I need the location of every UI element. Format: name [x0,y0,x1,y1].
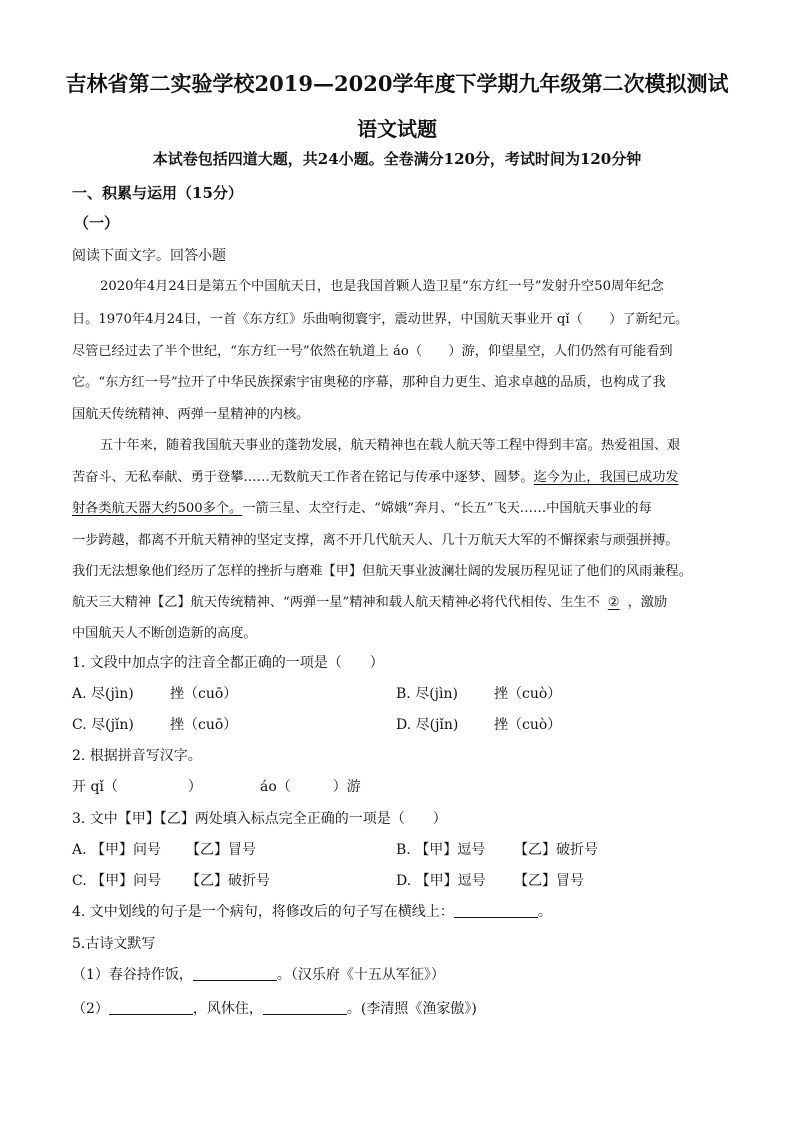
q2-blank-qi: 开 qǐ（ ） [72,779,202,795]
option-label: A. 【甲】问号 [72,842,162,858]
option-label: B. 尽(jìn) [396,686,458,702]
question-3: 3. 文中【甲】【乙】两处填入标点完全正确的一项是（ ） [72,811,447,827]
option-label: A. 尽(jìn) [72,686,134,702]
option-pinyin: 挫（cuō） [170,717,238,733]
passage-text: 一箭三星、太空行走、“嫦娥”奔月、“长五”飞天……中国航天事业的每 [242,501,652,516]
option-label: C. 尽(jǐn) [72,717,134,733]
passage-line: 一步跨越，都离不开航天精神的坚定支撑，离不开几代航天人、几十万航天大军的不懈探索与顽强拼搏。 [72,533,679,548]
passage-line: 日。1970年4月24日，一首《东方红》乐曲响彻寰宇，震动世界，中国航天事业开 qǐ（ ）了新纪元。 [72,312,689,327]
answer-blank[interactable] [109,1000,193,1015]
q2-blank-ao: áo（ ）游 [260,779,361,795]
q1-option-a [72,683,238,703]
question-2: 2. 根据拼音写汉字。 [72,748,202,764]
passage-line: 它。“东方红一号”拉开了中华民族探索宇宙奥秘的序幕，那种自力更生、追求卓越的品质，也构成了我 [72,375,666,390]
option-text: 【乙】冒号 [186,842,256,858]
passage-line [72,497,722,516]
passage-line: 2020年4月24日是第五个中国航天日，也是我国首颗人造卫星“东方红一号”发射升空50周年纪念 [100,279,664,294]
question-text: ，风休住， [192,1001,263,1017]
subsection-heading: （一） [74,214,120,232]
answer-blank[interactable] [193,966,277,981]
question-text: （2） [72,1001,109,1017]
q3-option-b [396,839,598,859]
option-text: 【乙】破折号 [186,873,270,889]
option-pinyin: 挫（cuō） [170,686,238,702]
option-pinyin: 挫（cuò） [494,686,562,702]
passage-line: 尽管已经过去了半个世纪，“东方红一号”依然在轨道上 áo（ ）游，仰望星空，人们仍然有可能看到 [72,344,673,359]
underlined-sentence: 迄今为止，我国已成功发 [533,470,679,485]
passage-line: 中国航天人不断创造新的高度。 [72,626,257,641]
option-label: D. 【甲】逗号 [396,873,486,889]
exam-intro: 本试卷包括四道大题，共24小题。全卷满分120分，考试时间为120分钟 [152,150,642,168]
passage-text: 苦奋斗、无私奉献、勇于登攀……无数航天工作者在铭记与传承中逐梦、圆梦。 [72,470,534,485]
underlined-sentence: 射各类航天器大约500多个。 [72,501,243,516]
q3-option-a [72,839,256,859]
passage-line [72,466,722,485]
question-5: 5.古诗文默写 [72,936,156,952]
option-text: 【乙】破折号 [514,842,598,858]
blank-marker: ② [607,595,620,610]
question-text: 4. 文中划线的句子是一个病句，将修改后的句子写在横线上： [72,904,454,920]
passage-line: 五十年来，随着我国航天事业的蓬勃发展，航天精神也在载人航天等工程中得到丰富。热爱祖国、艰 [100,438,681,453]
passage-text: 航天三大精神【乙】航天传统精神、“两弹一星”精神和载人航天精神必将代代相传、生生不 [72,595,600,610]
reading-instruction: 阅读下面文字。回答小题 [72,248,226,264]
passage-line: 国航天传统精神、两弹一星精神的内核。 [72,407,310,422]
exam-title: 吉林省第二实验学校2019—2020学年度下学期九年级第二次模拟测试 [65,71,729,96]
option-label: B. 【甲】逗号 [396,842,486,858]
q3-option-c [72,870,270,890]
q1-option-d [396,714,562,734]
answer-blank[interactable] [263,1000,347,1015]
option-pinyin: 挫（cuò） [494,717,562,733]
question-1: 1. 文段中加点字的注音全都正确的一项是（ ） [72,655,384,671]
option-text: 【乙】冒号 [514,873,584,889]
question-text: 。（汉乐府《十五从军征》） [276,967,445,983]
exam-subtitle: 语文试题 [357,117,437,141]
option-label: D. 尽(jǐn) [396,717,459,733]
question-text: （1）春谷持作饭， [72,967,193,983]
question-text: 。 [537,904,552,920]
q5-item-1 [72,964,445,984]
answer-blank[interactable] [454,903,538,918]
section-heading: 一、积累与运用（15分） [72,184,243,202]
question-text: 。(李清照《渔家傲》) [346,1001,477,1017]
q1-option-c [72,714,238,734]
q1-option-b [396,683,562,703]
question-4 [72,901,552,921]
q5-item-2 [72,998,477,1018]
passage-line [72,591,722,610]
q3-option-d [396,870,584,890]
option-label: C. 【甲】问号 [72,873,162,889]
passage-text: ，激励 [627,595,668,610]
passage-line: 我们无法想象他们经历了怎样的挫折与磨难【甲】但航天事业波澜壮阔的发展历程见证了他们的风雨兼程。 [72,564,692,579]
